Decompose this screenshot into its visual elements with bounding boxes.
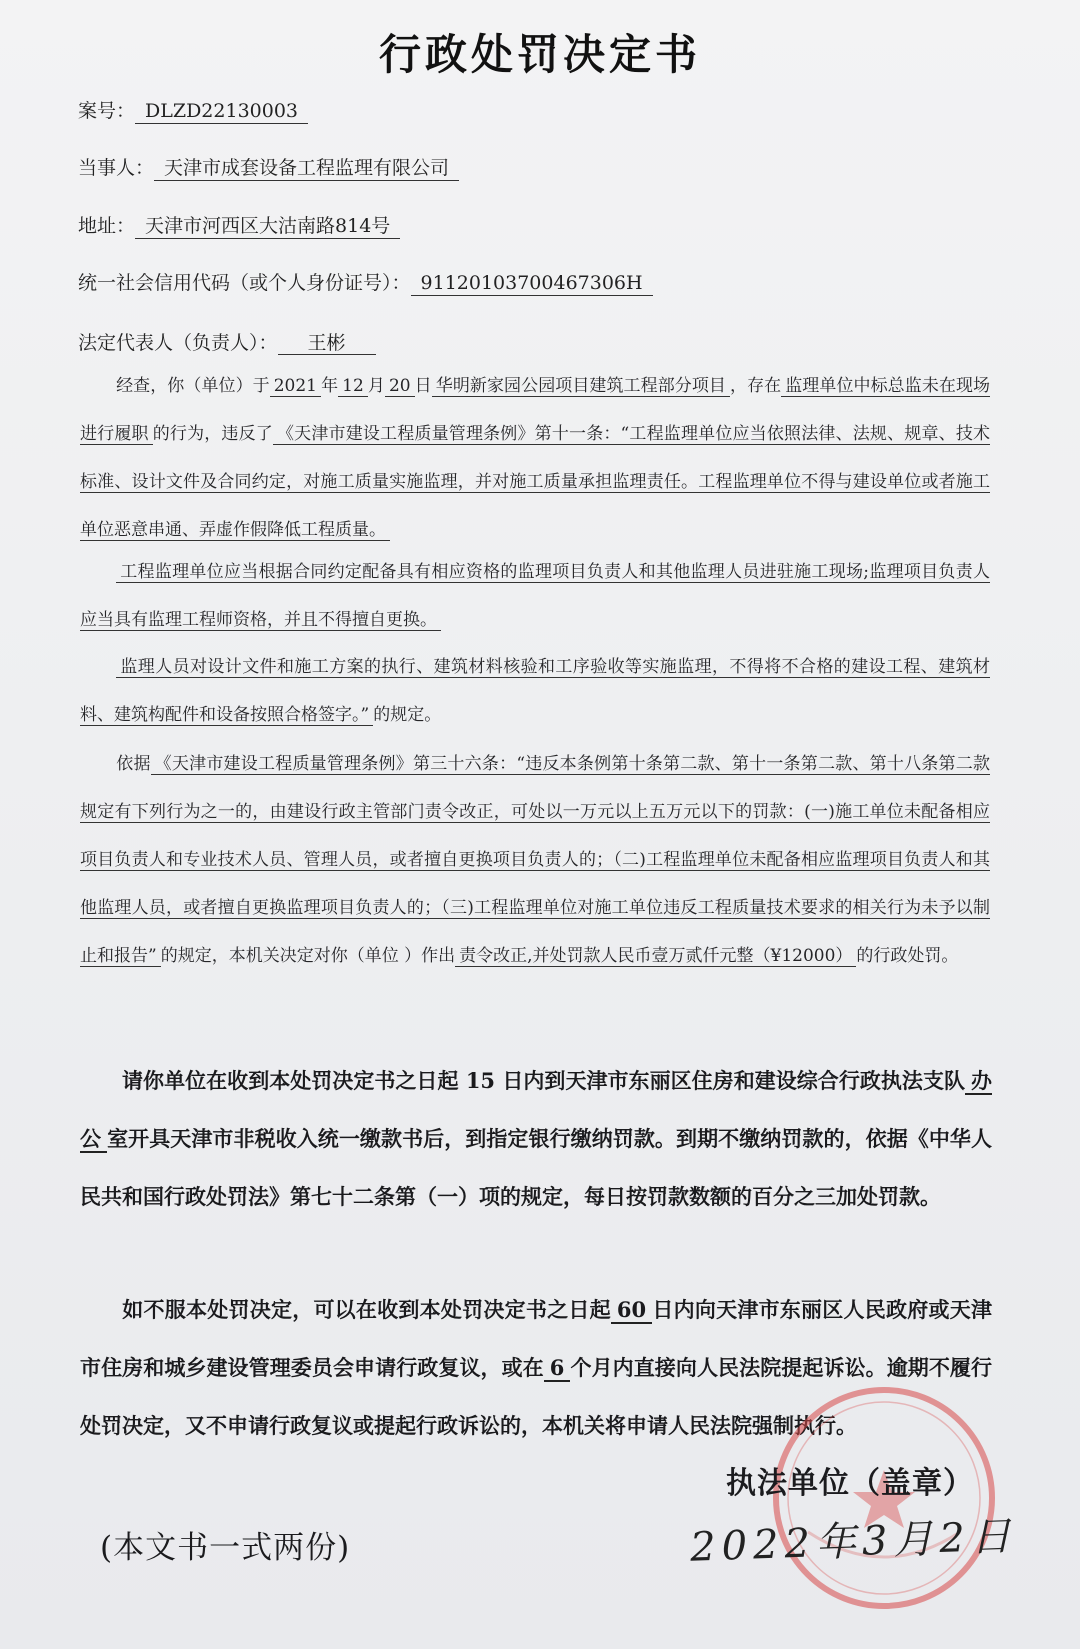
case-number-row bbox=[78, 96, 308, 123]
findings-day: 20 bbox=[385, 376, 415, 397]
findings-text: 年 bbox=[321, 376, 339, 396]
findings-year: 2021 bbox=[270, 376, 321, 397]
payment-text: 室开具天津市非税收入统一缴款书后，到指定银行缴纳罚款。到期不缴纳罚款的，依据《中华人民共和国行政处罚法》第七十二条第（一）项的规定，每日按罚款数额的百分之三加处罚款。 bbox=[80, 1126, 993, 1209]
basis-clause: 《天津市建设工程质量管理条例》第三十六条：“违反本条例第十条第二款、第十一条第二款、第十八条第二款规定有下列行为之一的，由建设行政主管部门责令改正，可处以一万元以上五万元以下的罚款：(一)施工单位未配备相应项目负责人和专业技术人员、管理人员，或者擅自更换项目负责人的；（二)工程监理单位未配备相应监理项目负责人和其他监理人员，或者擅自更换监理项目负责人的；（三)工程监理单位对施工单位违反工程质量技术要求的相关行为未予以制止和报告” bbox=[80, 754, 990, 966]
findings-text: 经查，你（单位）于 bbox=[116, 376, 270, 396]
basis-text: 的规定，本机关决定对你（单位 ）作出 bbox=[160, 946, 456, 966]
case-number-value: DLZD22130003 bbox=[135, 100, 308, 124]
address-label: 地址： bbox=[78, 215, 136, 237]
appeal-days: 60 bbox=[611, 1297, 652, 1324]
party-value: 天津市成套设备工程监理有限公司 bbox=[154, 157, 459, 181]
paragraph-clause-2 bbox=[80, 548, 990, 644]
copies-note: (本文书一式两份) bbox=[100, 1530, 351, 1566]
document-title: 行政处罚决定书 bbox=[378, 30, 701, 79]
legal-rep-value: 王彬 bbox=[278, 332, 376, 355]
appeal-text: 日内向天津市东丽区人民政府或天津市住房和城乡建设管理委员会申请行政复议，或在 bbox=[80, 1297, 992, 1380]
clause-3-text: 监理人员对设计文件和施工方案的执行、建筑材料核验和工序验收等实施监理，不得将不合格的建设工程、建筑材料、建筑构配件和设备按照合格签字。” bbox=[80, 657, 990, 725]
findings-text: 日 bbox=[414, 376, 432, 396]
findings-month: 12 bbox=[338, 376, 368, 397]
clause-2-text: 工程监理单位应当根据合同约定配备具有相应资格的监理项目负责人和其他监理人员进驻施工现场;监理项目负责人应当具有监理工程师资格，并且不得擅自更换。 bbox=[80, 562, 990, 630]
findings-project: 华明新家园公园项目建筑工程部分项目 bbox=[432, 376, 730, 397]
findings-text: 的行为，违反了 bbox=[152, 424, 273, 444]
appeal-months: 6 bbox=[544, 1355, 571, 1382]
party-label: 当事人： bbox=[78, 157, 155, 179]
legal-rep-row bbox=[78, 328, 376, 355]
penalty-amount: 责令改正,并处罚款人民币壹万贰仟元整（¥12000） bbox=[455, 946, 856, 967]
address-value: 天津市河西区大沽南路814号 bbox=[135, 215, 400, 239]
credit-code-row bbox=[78, 268, 653, 295]
basis-text: 的行政处罚。 bbox=[856, 946, 959, 966]
payment-text: 请你单位在收到本处罚决定书之日起 15 日内到天津市东丽区住房和建设综合行政执法支队 bbox=[122, 1068, 965, 1093]
paragraph-legal-basis bbox=[80, 740, 990, 980]
findings-text: 月 bbox=[367, 376, 385, 396]
issue-date: 2022年3月2日 bbox=[689, 1513, 1018, 1571]
paragraph-findings bbox=[80, 362, 990, 554]
paragraph-clause-3 bbox=[80, 643, 990, 739]
address-row bbox=[78, 211, 400, 238]
credit-code-value: 91120103700467306H bbox=[411, 272, 653, 296]
issuing-authority-signature: 执法单位（盖章） bbox=[726, 1466, 974, 1501]
findings-clause: 《天津市建设工程质量管理条例》第十一条：“工程监理单位应当依照法律、法规、规章、技术标准、设计文件及合同约定，对施工质量实施监理，并对施工质量承担监理责任。工程监理单位不得与建设单位或者施工单位恶意串通、弄虚作假降低工程质量。 bbox=[80, 424, 991, 540]
credit-code-label: 统一社会信用代码（或个人身份证号）： bbox=[78, 272, 411, 294]
appeal-text: 个月内直接向人民法院提起诉讼。逾期不履行处罚决定，又不申请行政复议或提起行政诉讼的，本机关将申请人民法院强制执行。 bbox=[80, 1355, 993, 1438]
legal-rep-label: 法定代表人（负责人）： bbox=[78, 332, 278, 354]
findings-text: ，存在 bbox=[730, 376, 782, 396]
appeal-text: 如不服本处罚决定，可以在收到本处罚决定书之日起 bbox=[122, 1297, 611, 1322]
party-row bbox=[78, 153, 459, 180]
case-number-label: 案号： bbox=[78, 100, 136, 122]
clause-3-tail: 的规定。 bbox=[373, 705, 442, 725]
payment-office: 办公 bbox=[80, 1068, 992, 1151]
basis-text: 依据 bbox=[116, 754, 151, 774]
paragraph-payment bbox=[80, 1052, 992, 1226]
findings-violation: 监理单位中标总监未在现场进行履职 bbox=[80, 376, 991, 444]
